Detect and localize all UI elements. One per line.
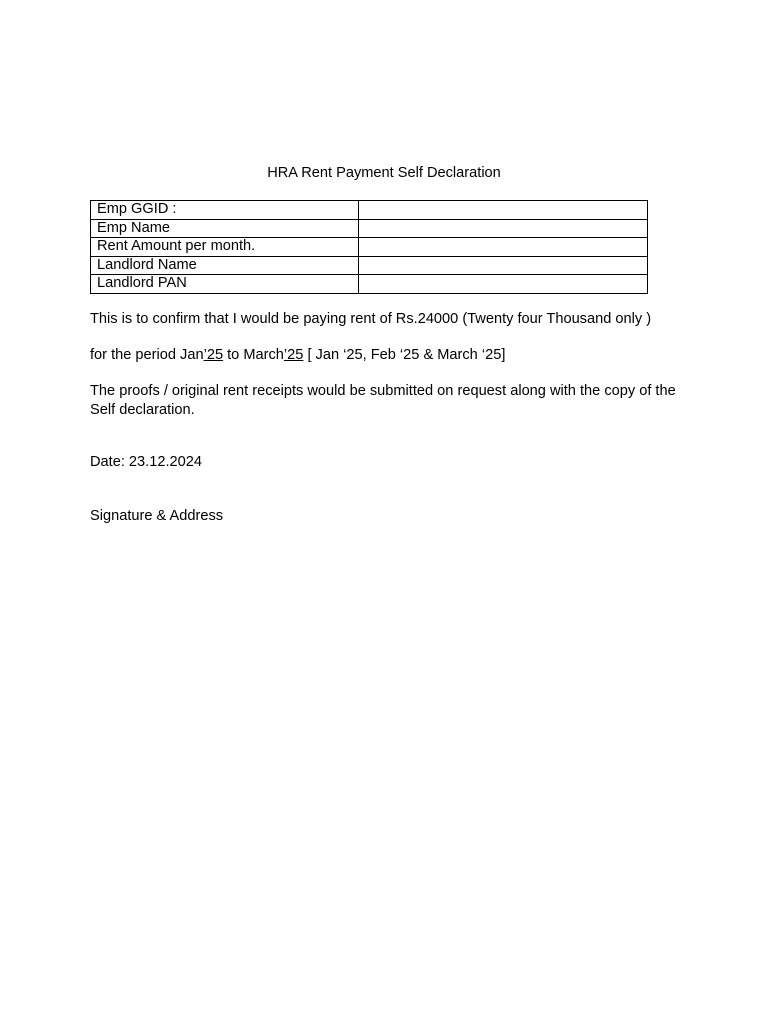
- row-label-emp-name: Emp Name: [91, 219, 359, 238]
- date-line: Date: 23.12.2024: [90, 454, 202, 470]
- period-paragraph: [90, 346, 690, 365]
- signature-line: Signature & Address: [90, 508, 224, 524]
- document-title: HRA Rent Payment Self Declaration: [267, 165, 501, 181]
- table-row: [91, 256, 648, 275]
- table-row: [91, 275, 648, 294]
- table-row: [91, 238, 648, 257]
- row-label-landlord-pan: Landlord PAN: [91, 275, 359, 294]
- confirmation-paragraph: This is to confirm that I would be paying rent of Rs.24000 (Twenty four Thousand only ): [90, 311, 652, 327]
- row-value-landlord-name: [359, 256, 648, 275]
- row-label-emp-ggid: Emp GGID :: [91, 201, 359, 220]
- period-end-year: ’25: [283, 347, 304, 363]
- period-start-year: ’25: [203, 347, 224, 363]
- row-value-landlord-pan: [359, 275, 648, 294]
- period-text-start: for the period Jan: [90, 347, 204, 363]
- row-value-rent-amount: [359, 238, 648, 257]
- employee-info-table: [90, 200, 648, 294]
- row-label-landlord-name: Landlord Name: [91, 256, 359, 275]
- row-label-rent-amount: Rent Amount per month.: [91, 238, 359, 257]
- period-months-list: [ Jan ‘25, Feb ‘25 & March ‘25]: [303, 347, 506, 363]
- proofs-paragraph: The proofs / original rent receipts would be submitted on request along with the copy of the Self declaration.: [90, 383, 676, 418]
- table-row: [91, 201, 648, 220]
- period-text-to: to March: [223, 347, 284, 363]
- row-value-emp-name: [359, 219, 648, 238]
- row-value-emp-ggid: [359, 201, 648, 220]
- table-row: [91, 219, 648, 238]
